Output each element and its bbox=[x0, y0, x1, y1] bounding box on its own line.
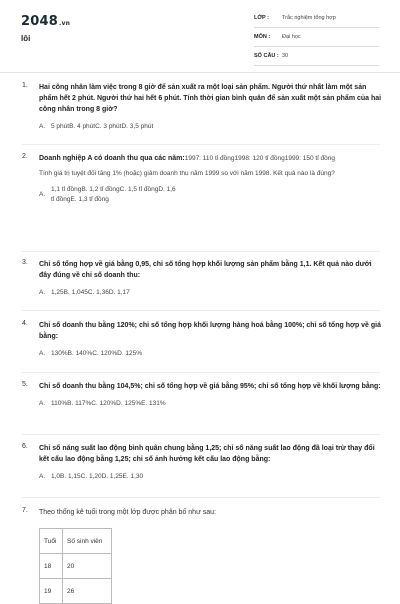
meta-value: Đại học bbox=[282, 34, 301, 40]
question-number: 4. bbox=[22, 320, 28, 327]
table-header-cell: Số sinh viên bbox=[63, 529, 112, 554]
site-logo[interactable] bbox=[21, 14, 70, 29]
question-separator bbox=[22, 251, 380, 252]
question-number: 5. bbox=[22, 381, 28, 388]
question-7 bbox=[22, 507, 382, 604]
answer-label: A. bbox=[39, 350, 46, 357]
question-4 bbox=[22, 320, 382, 359]
meta-row-subject bbox=[254, 32, 379, 47]
question-1 bbox=[22, 82, 382, 132]
header-divider bbox=[0, 72, 400, 73]
answer-option[interactable] bbox=[39, 185, 382, 205]
meta-label: LỚP : bbox=[254, 15, 269, 21]
question-3 bbox=[22, 259, 382, 298]
question-stem-data: 1997: 110 tỉ đồng1998: 120 tỉ đồng1999: 150 tỉ đồng bbox=[184, 155, 335, 162]
meta-value: Trắc nghiệm tổng hợp bbox=[282, 15, 336, 21]
question-stem bbox=[39, 153, 382, 164]
question-number: 7. bbox=[22, 507, 28, 514]
question-stem-text: Chỉ số doanh thu bằng 120%; chỉ số tổng hợp khối lượng hàng hoá bằng 100%; chỉ số tổng hợp về giá bằng: bbox=[39, 322, 382, 340]
meta-row-count bbox=[254, 51, 379, 66]
question-number: 6. bbox=[22, 443, 28, 450]
answer-text-line: tỉ đồngE. 1,3 tỉ đồng bbox=[51, 196, 109, 203]
answer-label: A. bbox=[39, 191, 46, 198]
question-number: 3. bbox=[22, 259, 28, 266]
question-5 bbox=[22, 381, 382, 409]
meta-row-class bbox=[254, 13, 379, 28]
logo-tld: .vn bbox=[58, 20, 71, 27]
page-header bbox=[0, 0, 400, 70]
table-cell: 20 bbox=[63, 554, 112, 579]
question-stem bbox=[39, 259, 382, 281]
question-number: 2. bbox=[22, 153, 28, 160]
question-stem-bold: Doanh nghiệp A có doanh thu qua các năm: bbox=[39, 155, 185, 162]
table-row bbox=[40, 554, 112, 579]
question-stem-text: Chỉ số tổng hợp về giá bằng 0,95, chỉ số tổng hợp khối lượng sản phẩm bằng 1,1. Kết quả nào dưới đây đúng về chỉ số doanh thu: bbox=[39, 261, 372, 279]
answer-text: 1,0B. 1,15C. 1,20D. 1,25E. 1,30 bbox=[51, 473, 144, 480]
answer-text: 130%B. 140%C. 120%D. 125% bbox=[51, 350, 143, 357]
meta-label: SỐ CÂU : bbox=[254, 53, 279, 59]
question-number: 1. bbox=[22, 82, 28, 89]
question-stem bbox=[39, 443, 382, 465]
answer-option[interactable] bbox=[39, 472, 382, 482]
answer-label: A. bbox=[39, 289, 46, 296]
table-row bbox=[40, 529, 112, 554]
answer-text: 5 phútB. 4 phútC. 3 phútD. 3,5 phút bbox=[51, 123, 154, 130]
question-stem-text: Hai công nhân làm việc trong 8 giờ để sản xuất ra một loại sản phẩm. Người thứ nhất làm một sản phẩm hết 2 phút. Người thứ hai hết 6 phút. Tính thời gian bình quân để sản xuất một sản phẩm của hai công nhân trong 8 giờ? bbox=[39, 84, 382, 113]
question-separator bbox=[22, 434, 380, 435]
answer-label: A. bbox=[39, 473, 46, 480]
answer-text: 1,25B. 1,045C. 1,36D. 1,17 bbox=[51, 289, 130, 296]
question-stem bbox=[39, 507, 382, 518]
question-subtext: Tính giá trị tuyệt đối tăng 1% (hoặc) giảm doanh thu năm 1999 so với năm 1998. Kết quả nào là đúng? bbox=[39, 170, 335, 177]
answer-option[interactable] bbox=[39, 349, 382, 359]
meta-label: MÔN : bbox=[254, 34, 271, 40]
answer-option[interactable] bbox=[39, 288, 382, 298]
question-stem bbox=[39, 82, 382, 115]
question-separator bbox=[22, 310, 380, 311]
question-stem-text: Chỉ số năng suất lao động bình quân chung bằng 1,25; chỉ số năng suất lao động đã loại trừ thay đổi kết cấu lao động bằng 1,25; chỉ số ảnh hưởng kết cấu lao động bằng: bbox=[39, 445, 375, 463]
question-6 bbox=[22, 443, 382, 482]
answer-option[interactable] bbox=[39, 122, 382, 132]
table-header-cell: Tuổi bbox=[40, 529, 63, 554]
question-2 bbox=[22, 153, 382, 205]
table-cell: 19 bbox=[40, 579, 63, 604]
answer-label: A. bbox=[39, 123, 46, 130]
table-cell: 18 bbox=[40, 554, 63, 579]
question-stem-text: Chỉ số doanh thu bằng 104,5%; chỉ số tổng hợp về giá bằng 95%; chỉ số tổng hợp về khối lượng bằng: bbox=[39, 383, 381, 390]
answer-text-line: 1,1 tỉ đồngB. 1,2 tỉ đồngC. 1,5 tỉ đồngD. 1,6 bbox=[51, 186, 176, 193]
meta-value: 30 bbox=[282, 53, 289, 59]
question-separator bbox=[22, 497, 380, 498]
question-separator bbox=[22, 372, 380, 373]
page-subtitle: lôi bbox=[21, 34, 31, 43]
logo-main: 2048 bbox=[21, 14, 58, 29]
question-separator bbox=[22, 144, 380, 145]
meta-block bbox=[254, 13, 379, 70]
answer-option[interactable] bbox=[39, 399, 382, 409]
table-cell: 26 bbox=[63, 579, 112, 604]
answer-label: A. bbox=[39, 400, 46, 407]
question-stem bbox=[39, 381, 382, 392]
question-stem-text: Theo thống kê tuổi trong một lớp được phân bố như sau: bbox=[39, 509, 216, 516]
answer-text: 110%B. 117%C. 120%D. 125%E. 131% bbox=[51, 400, 166, 407]
age-table bbox=[39, 528, 112, 604]
question-stem bbox=[39, 320, 382, 342]
